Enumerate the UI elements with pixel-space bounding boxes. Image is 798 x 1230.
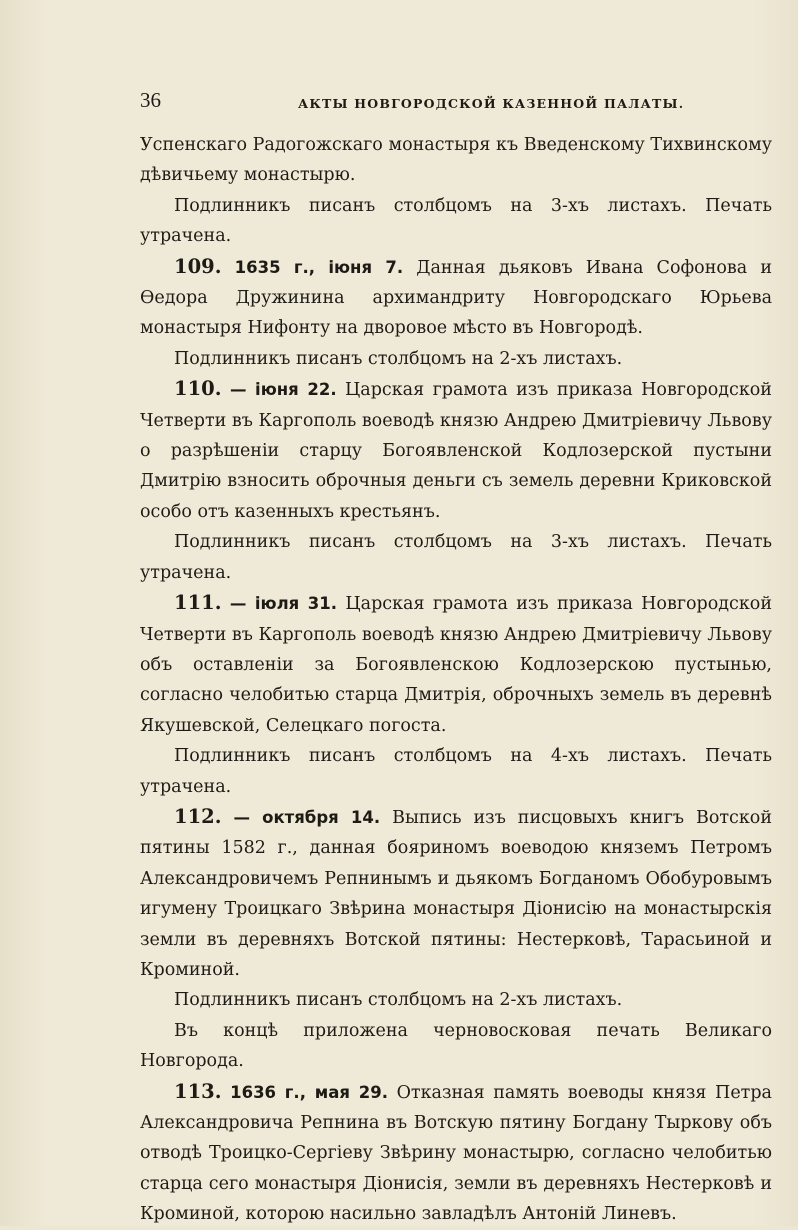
paragraph-text: Подлинникъ писанъ столбцомъ на 3-хъ листахъ. Печать утрачена. [140,195,772,247]
paragraph-text: Подлинникъ писанъ столбцомъ на 2-хъ листахъ. [174,990,623,1011]
entry-date: — октября 14. [233,807,381,827]
entry-112 [140,802,772,985]
running-title: АКТЫ НОВГОРОДСКОЙ КАЗЕННОЙ ПАЛАТЫ. [298,96,685,111]
paragraph-text: Подлинникъ писанъ столбцомъ на 4-хъ листахъ. Печать утрачена. [140,746,772,797]
note-paragraph [140,1016,772,1077]
entry-111 [140,588,772,741]
entry-number: 113. [174,1079,222,1103]
entry-number: 111. [174,591,222,615]
entry-text: Выпись изъ писцовыхъ книгъ Вотской пятины 1582 г., данная бояриномъ воеводою княземъ Петромъ Александровичемъ Репнинымъ и дьякомъ Богданомъ Обобуровымъ игумену Троицкаго Звѣрина монастыря Діонисію на монастырскія земли въ деревняхъ Вотской пятины: Нестерковѣ, Тарасьиной и Кроминой. [140,807,772,980]
entry-number: 112. [174,804,222,828]
entry-date: — іюля 31. [229,594,338,614]
entry-text: Царская грамота изъ приказа Новгородской Четверти въ Каргополь воеводѣ князю Андрею Дмитріевичу Львову о разрѣшеніи старцу Богоявленской Кодлозерской пустыни Дмитрію взносить оброчныя деньги съ земель деревни Криковской особо отъ казенныхъ крестьянъ. [140,380,772,522]
entry-date: — іюня 22. [229,380,337,400]
paragraph-text: Подлинникъ писанъ столбцомъ на 3-хъ листахъ. Печать утрачена. [140,532,772,583]
page-header [140,84,772,130]
continuation-paragraph [140,130,772,191]
page-body [140,130,772,1230]
paragraph-text: Подлинникъ писанъ столбцомъ на 2-хъ листахъ. [174,348,623,369]
note-paragraph [140,191,772,252]
page-number: 36 [140,88,161,112]
note-paragraph [140,985,772,1015]
entry-109 [140,252,772,344]
entry-date: 1636 г., мая 29. [230,1082,388,1102]
note-paragraph [140,344,772,374]
entry-text: Отказная память воеводы князя Петра Александровича Репнина въ Вотскую пятину Богдану Тыркову объ отводѣ Троицко-Сергіеву Звѣрину монастырю, согласно челобитью старца сего монастыря Діонисія, земли въ деревняхъ Нестерковѣ и Кроминой, которою насильно завладѣлъ Антоній Линевъ. [140,1082,772,1225]
entry-113 [140,1077,772,1230]
entry-number: 110. [174,377,222,401]
entry-110 [140,374,772,527]
paragraph-text: Въ концѣ приложена черновосковая печать Великаго Новгорода. [140,1020,772,1072]
paragraph-text: Успенскаго Радогожскаго монастыря къ Введенскому Тихвинскому дѣвичьему монастырю. [140,135,772,186]
entry-text: Данная дьяковъ Ивана Софонова и Ѳедора Дружинина архимандриту Новгородскаго Юрьева монастыря Нифонту на дворовое мѣсто въ Новгородѣ. [140,257,772,339]
entry-text: Царская грамота изъ приказа Новгородской Четверти въ Каргополь воеводѣ князю Андрею Дмитріевичу Львову объ оставленіи за Богоявленскою Кодлозерскою пустынью, согласно челобитью старца Дмитрія, оброчныхъ земель въ деревнѣ Якушевской, Селецкаго погоста. [140,594,772,736]
entry-date: 1635 г., іюня 7. [234,257,404,277]
note-paragraph [140,741,772,802]
note-paragraph [140,527,772,588]
entry-number: 109. [174,254,222,278]
